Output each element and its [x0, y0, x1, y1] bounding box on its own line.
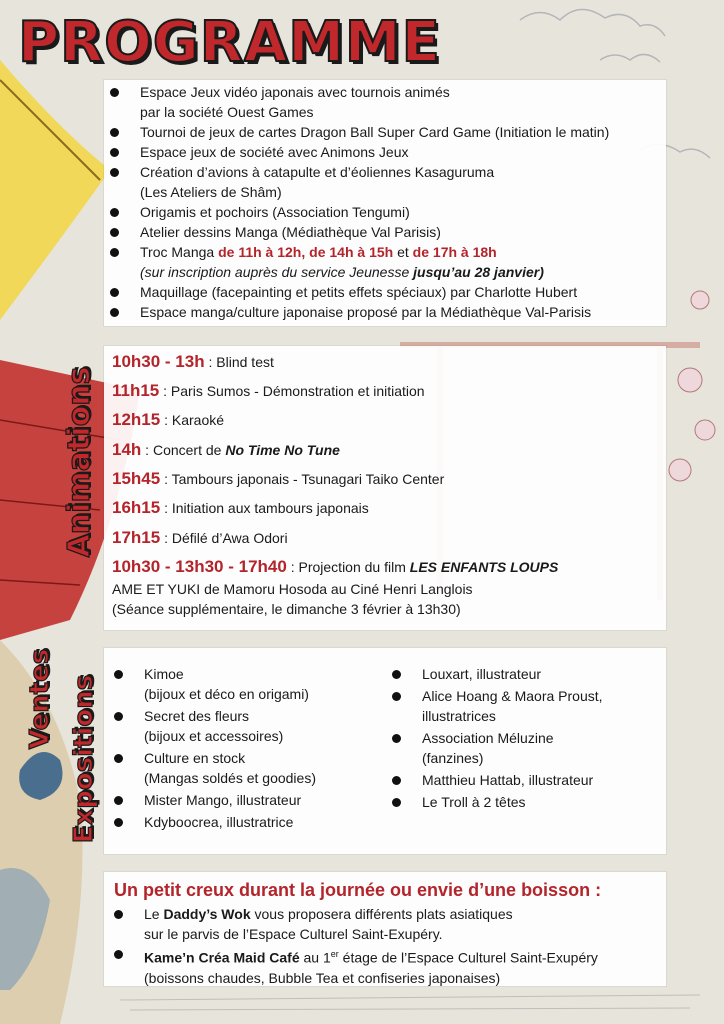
list-item: Kdyboocrea, illustratrice — [114, 812, 374, 832]
ventes-right-list — [392, 664, 662, 812]
ventes-left-list — [114, 664, 374, 832]
ventes-panel — [104, 648, 666, 854]
list-item: Le Daddy’s Wok vous proposera différents plats asiatiques sur le parvis de l’Espace Culturel Saint-Exupéry. — [114, 904, 662, 944]
snack-list — [114, 904, 662, 988]
animation-row: 14h : Concert de No Time No Tune — [112, 440, 340, 459]
list-item: Kame’n Créa Maid Café au 1er étage de l’Espace Culturel Saint-Exupéry (boissons chaudes, Bubble Tea et confiseries japonaises) — [114, 944, 662, 988]
list-item: Atelier dessins Manga (Médiathèque Val Parisis) — [110, 222, 666, 242]
page-title: PROGRAMME — [18, 10, 441, 75]
list-item: Maquillage (facepainting et petits effets spéciaux) par Charlotte Hubert — [110, 282, 666, 302]
animation-row: 15h45 : Tambours japonais - Tsunagari Taiko Center — [112, 469, 445, 488]
film-line2: AME ET YUKI de Mamoru Hosoda au Ciné Henri Langlois — [112, 581, 473, 597]
snack-title: Un petit creux durant la journée ou envie d’une boisson : — [114, 880, 602, 900]
list-item: Association Méluzine (fanzines) — [392, 728, 662, 768]
animation-row: 11h15 : Paris Sumos - Démonstration et initiation — [112, 381, 425, 400]
list-item: Origamis et pochoirs (Association Tengumi) — [110, 202, 666, 222]
animation-row: 10h30 - 13h : Blind test — [112, 352, 274, 371]
ventes-label: Ventes — [25, 648, 55, 750]
troc-manga-item: Troc Manga de 11h à 12h, de 14h à 15h et de 17h à 18h (sur inscription auprès du service Jeunesse jusqu’au 28 janvier) — [110, 242, 666, 282]
animation-row: 12h15 : Karaoké — [112, 410, 225, 429]
animations-label: Animations — [62, 366, 97, 558]
list-item: Culture en stock (Mangas soldés et goodies) — [114, 748, 374, 788]
film-row: 10h30 - 13h30 - 17h40 : Projection du film LES ENFANTS LOUPS — [112, 557, 559, 576]
expositions-label: Expositions — [69, 674, 99, 844]
list-item: Alice Hoang & Maora Proust, illustratrices — [392, 686, 662, 726]
programme-list — [110, 82, 666, 322]
list-item: Tournoi de jeux de cartes Dragon Ball Super Card Game (Initiation le matin) — [110, 122, 666, 142]
list-item: Espace jeux de société avec Animons Jeux — [110, 142, 666, 162]
animation-row: 17h15 : Défilé d’Awa Odori — [112, 528, 288, 547]
list-item: Kimoe (bijoux et déco en origami) — [114, 664, 374, 704]
list-item: Mister Mango, illustrateur — [114, 790, 374, 810]
list-item: Matthieu Hattab, illustrateur — [392, 770, 662, 790]
list-item: Secret des fleurs (bijoux et accessoires) — [114, 706, 374, 746]
list-item: Le Troll à 2 têtes — [392, 792, 662, 812]
animations-panel — [104, 346, 666, 630]
list-item: Espace manga/culture japonaise proposé par la Médiathèque Val-Parisis — [110, 302, 666, 322]
programme-panel — [104, 80, 666, 326]
snack-panel — [104, 872, 666, 986]
animation-row: 16h15 : Initiation aux tambours japonais — [112, 498, 369, 517]
list-item: Espace Jeux vidéo japonais avec tournois animés par la société Ouest Games — [110, 82, 666, 122]
list-item: Création d’avions à catapulte et d’éoliennes Kasaguruma (Les Ateliers de Shâm) — [110, 162, 666, 202]
list-item: Louxart, illustrateur — [392, 664, 662, 684]
film-line3: (Séance supplémentaire, le dimanche 3 février à 13h30) — [112, 601, 461, 617]
